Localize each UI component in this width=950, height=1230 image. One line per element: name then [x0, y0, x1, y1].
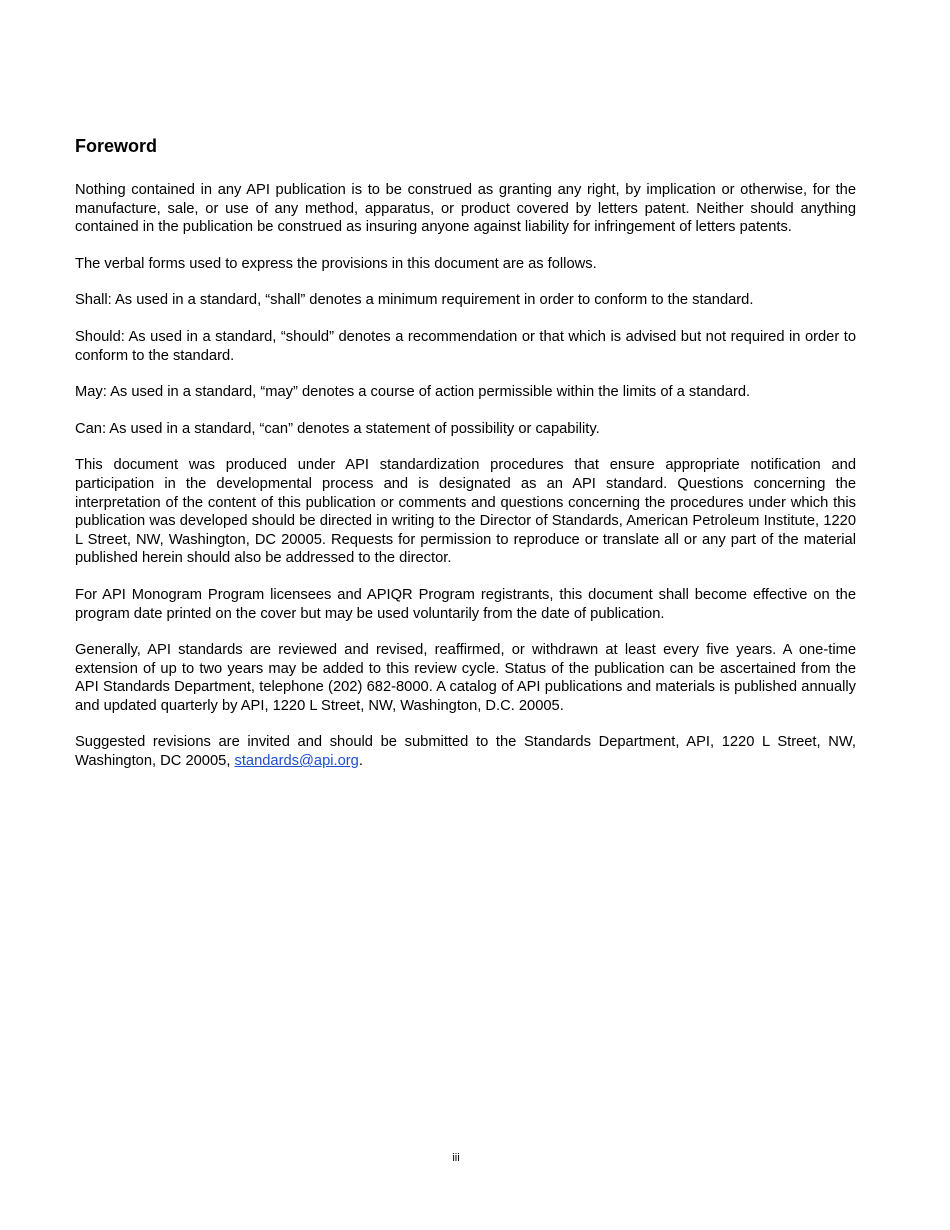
- page-number: iii: [452, 1152, 460, 1164]
- paragraph-should: Should: As used in a standard, “should” denotes a recommendation or that which is advised but not required in order to conform to the standard.: [75, 328, 856, 364]
- paragraph-verbal-forms: The verbal forms used to express the provisions in this document are as follows.: [75, 255, 597, 272]
- standards-email-link[interactable]: standards@api.org: [234, 753, 359, 770]
- paragraph-monogram-program: For API Monogram Program licensees and APIQR Program registrants, this document shall become effective on the program date printed on the cover but may be used voluntarily from the date of publication.: [75, 586, 856, 622]
- paragraph-can: Can: As used in a standard, “can” denotes a statement of possibility or capability.: [75, 420, 600, 437]
- suggested-revisions-period: .: [358, 753, 363, 770]
- paragraph-patent-disclaimer: Nothing contained in any API publication is to be construed as granting any right, by implication or otherwise, for the manufacture, sale, or use of any method, apparatus, or product covered by letters patent. Neither should anything contained in the publication be construed as insuring anyone against liability for infringement of letters patents.: [75, 182, 856, 236]
- page-title: Foreword: [75, 136, 158, 156]
- suggested-revisions-text: Suggested revisions are invited and should be submitted to the Standards Department, API, 1220 L Street, NW, Washington, DC 20005,: [75, 734, 856, 770]
- document-page: [75, 134, 856, 789]
- paragraph-suggested-revisions: [75, 733, 856, 770]
- paragraph-review-cycle: Generally, API standards are reviewed and revised, reaffirmed, or withdrawn at least every five years. A one-time extension of up to two years may be added to this review cycle. Status of the publication can be ascertained from the API Standards Department, telephone (202) 682-8000. A catalog of API publications and materials is published annually and updated quarterly by API, 1220 L Street, NW, Washington, D.C. 20005.: [75, 642, 856, 714]
- paragraph-standardization-procedures: This document was produced under API standardization procedures that ensure appropriate notification and participation in the developmental process and is designated as an API standard. Questions concerning the interpretation of the content of this publication or comments and questions concerning the procedures under which this publication was developed should be directed in writing to the Director of Standards, American Petroleum Institute, 1220 L Street, NW, Washington, DC 20005. Requests for permission to reproduce or translate all or any part of the material published herein should also be addressed to the director.: [75, 457, 856, 567]
- paragraph-shall: Shall: As used in a standard, “shall” denotes a minimum requirement in order to conform to the standard.: [75, 292, 754, 309]
- paragraph-may: May: As used in a standard, “may” denotes a course of action permissible within the limits of a standard.: [75, 384, 751, 401]
